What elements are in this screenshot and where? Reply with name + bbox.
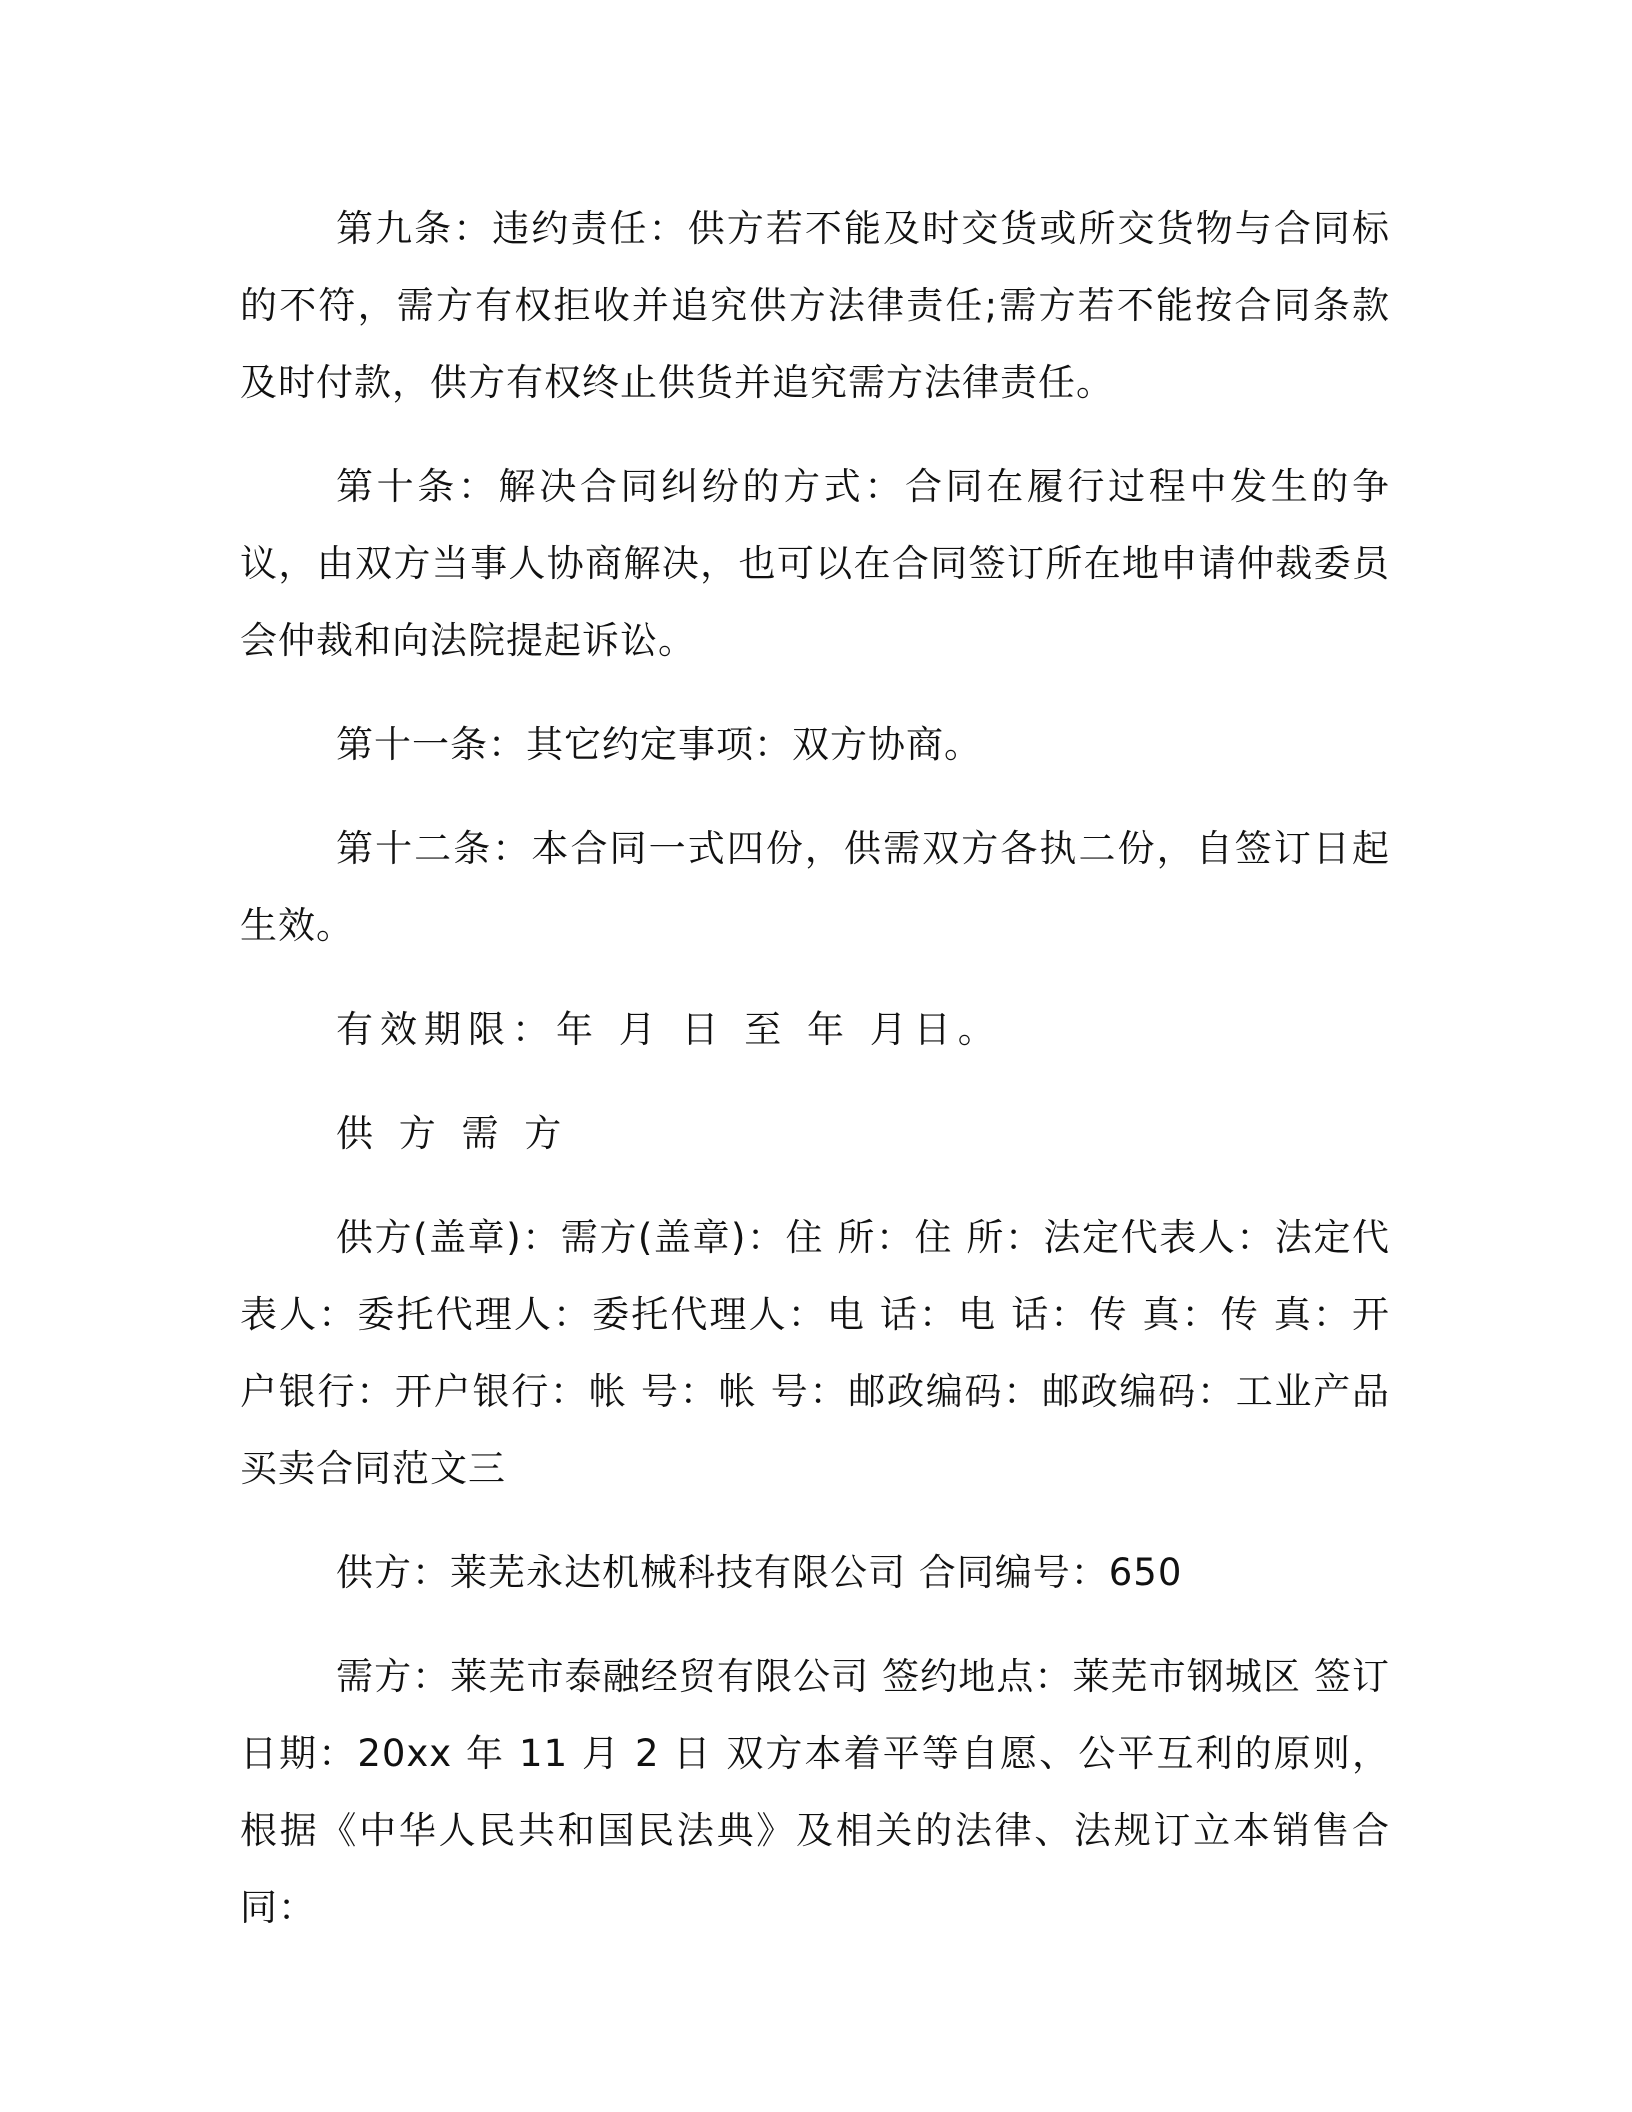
validity-period: 有效期限：年 月 日 至 年 月日。 (336, 1008, 1002, 1051)
parties-heading: 供 方 需 方 (336, 1112, 569, 1155)
clause-10-dispute-resolution: 第十条：解决合同纠纷的方式：合同在履行过程中发生的争议，由双方当事人协商解决，也可以在合同签订所在地申请仲裁委员会仲裁和向法院提起诉讼。 (240, 465, 1390, 662)
buyer-info-preamble: 需方：莱芜市泰融经贸有限公司 签约地点：莱芜市钢城区 签订日期：20xx 年 11 月 2 日 双方本着平等自愿、公平互利的原则，根据《中华人民共和国民法典》及相关的法律、法规订立本销售合同： (240, 1655, 1390, 1929)
supplier-info: 供方：莱芜永达机械科技有限公司 合同编号：650 (336, 1551, 1183, 1594)
clause-12-copies-effect: 第十二条：本合同一式四份，供需双方各执二份，自签订日起生效。 (240, 827, 1390, 947)
document-page (240, 190, 1390, 1973)
signature-fields: 供方(盖章)：需方(盖章)：住 所：住 所：法定代表人：法定代表人：委托代理人：委托代理人：电 话：电 话：传 真：传 真：开户银行：开户银行：帐 号：帐 号：邮政编码：邮政编码：工业产品买卖合同范文三 (240, 1216, 1390, 1490)
clause-11-other-matters: 第十一条：其它约定事项：双方协商。 (336, 723, 982, 766)
clause-9-breach-liability: 第九条：违约责任：供方若不能及时交货或所交货物与合同标的不符，需方有权拒收并追究供方法律责任;需方若不能按合同条款及时付款，供方有权终止供货并追究需方法律责任。 (240, 207, 1390, 404)
